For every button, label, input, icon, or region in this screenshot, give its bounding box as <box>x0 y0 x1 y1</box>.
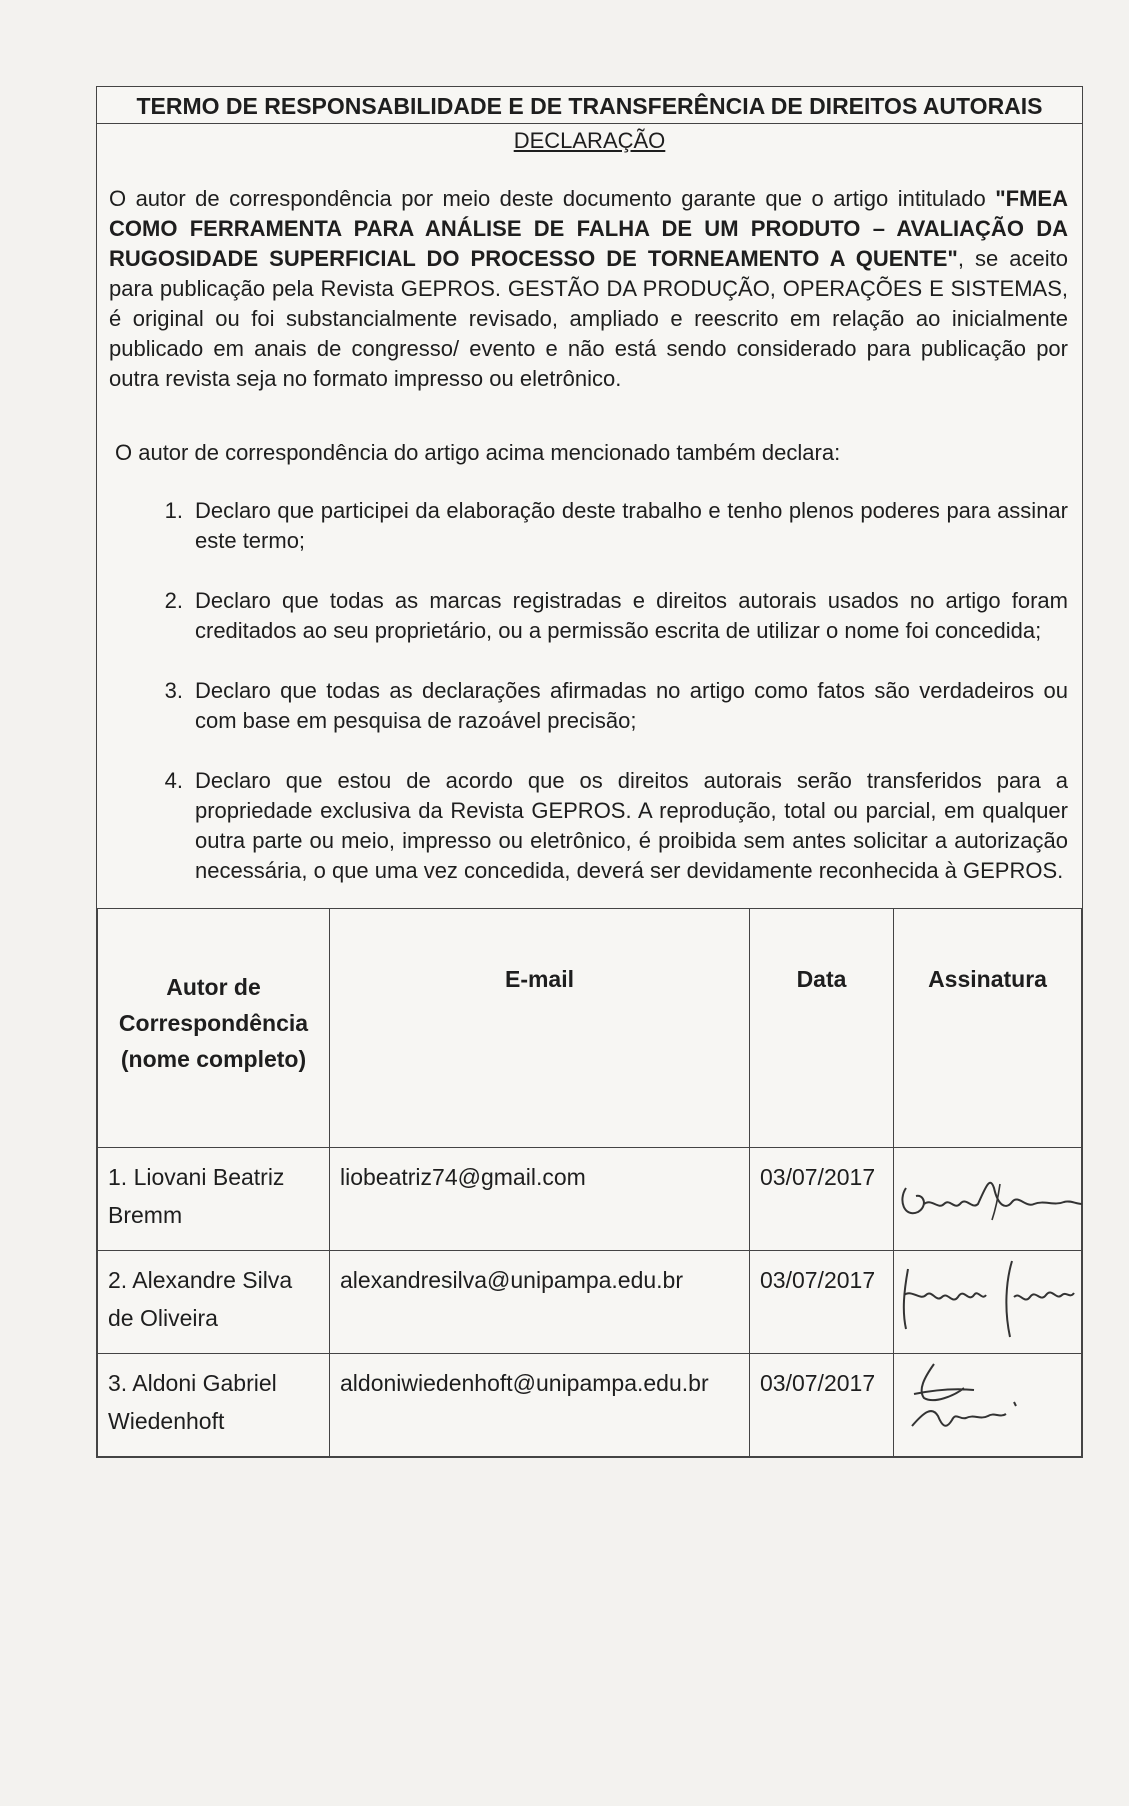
intro-part2: , se aceito para publicação pela Revista GEPROS. GESTÃO DA PRODUÇÃO, OPERAÇÕES E SISTEMAS, é original ou foi substancialmente revisado, ampliado e reescrito em relação ao inicialmente publicado em anais de congresso/ evento e não está sendo considerado para publicação por outra revista seja no formato impresso ou eletrônico. <box>109 246 1068 391</box>
author-email: aldoniwiedenhoft@unipampa.edu.br <box>330 1354 750 1457</box>
declaration-body <box>97 154 1082 908</box>
header-author: Autor de Correspondência (nome completo) <box>98 909 330 1148</box>
item-number: 1. <box>164 498 183 523</box>
document-frame <box>96 86 1083 1458</box>
signature-image <box>894 1251 1084 1347</box>
article-title: "FMEA COMO FERRAMENTA PARA ANÁLISE DE FALHA DE UM PRODUTO – AVALIAÇÃO DA RUGOSIDADE SUPERFICIAL DO PROCESSO DE TORNEAMENTO A QUENTE" <box>109 186 1068 271</box>
signature-cell <box>894 1148 1082 1251</box>
header-date: Data <box>750 909 894 1148</box>
header-signature: Assinatura <box>894 909 1082 1148</box>
list-item <box>109 586 1068 646</box>
table-row <box>98 1354 1082 1457</box>
list-item <box>109 496 1068 556</box>
signature-date: 03/07/2017 <box>750 1354 894 1457</box>
authors-table <box>97 908 1082 1457</box>
item-text: Declaro que participei da elaboração deste trabalho e tenho plenos poderes para assinar este termo; <box>195 498 1068 553</box>
table-header-row <box>98 909 1082 1148</box>
declaration-list <box>109 496 1068 886</box>
author-name: 2. Alexandre Silva de Oliveira <box>98 1251 330 1354</box>
signature-cell <box>894 1251 1082 1354</box>
signature-date: 03/07/2017 <box>750 1251 894 1354</box>
signature-date: 03/07/2017 <box>750 1148 894 1251</box>
intro-paragraph <box>109 184 1068 394</box>
author-name: 3. Aldoni Gabriel Wiedenhoft <box>98 1354 330 1457</box>
list-item <box>109 676 1068 736</box>
author-email: alexandresilva@unipampa.edu.br <box>330 1251 750 1354</box>
signature-image <box>894 1148 1084 1244</box>
item-number: 3. <box>164 678 183 703</box>
document-title: TERMO DE RESPONSABILIDADE E DE TRANSFERÊNCIA DE DIREITOS AUTORAIS <box>97 87 1082 124</box>
item-number: 2. <box>164 588 183 613</box>
author-name: 1. Liovani Beatriz Bremm <box>98 1148 330 1251</box>
table-row <box>98 1148 1082 1251</box>
intro-part1: O autor de correspondência por meio deste documento garante que o artigo intitulado <box>109 186 996 211</box>
also-declares-text: O autor de correspondência do artigo acima mencionado também declara: <box>115 440 841 465</box>
list-item <box>109 766 1068 886</box>
item-text: Declaro que estou de acordo que os direitos autorais serão transferidos para a propriedade exclusiva da Revista GEPROS. A reprodução, total ou parcial, em qualquer outra parte ou meio, impresso ou eletrônico, é proibida sem antes solicitar a autorização necessária, o que uma vez concedida, deverá ser devidamente reconhecida à GEPROS. <box>195 768 1068 883</box>
item-number: 4. <box>164 768 183 793</box>
table-row <box>98 1251 1082 1354</box>
author-email: liobeatriz74@gmail.com <box>330 1148 750 1251</box>
signature-image <box>894 1354 1084 1450</box>
item-text: Declaro que todas as declarações afirmadas no artigo como fatos são verdadeiros ou com base em pesquisa de razoável precisão; <box>195 678 1068 733</box>
signature-cell <box>894 1354 1082 1457</box>
header-email: E-mail <box>330 909 750 1148</box>
item-text: Declaro que todas as marcas registradas e direitos autorais usados no artigo foram creditados ao seu proprietário, ou a permissão escrita de utilizar o nome foi concedida; <box>195 588 1068 643</box>
declaration-heading: DECLARAÇÃO <box>513 128 666 153</box>
